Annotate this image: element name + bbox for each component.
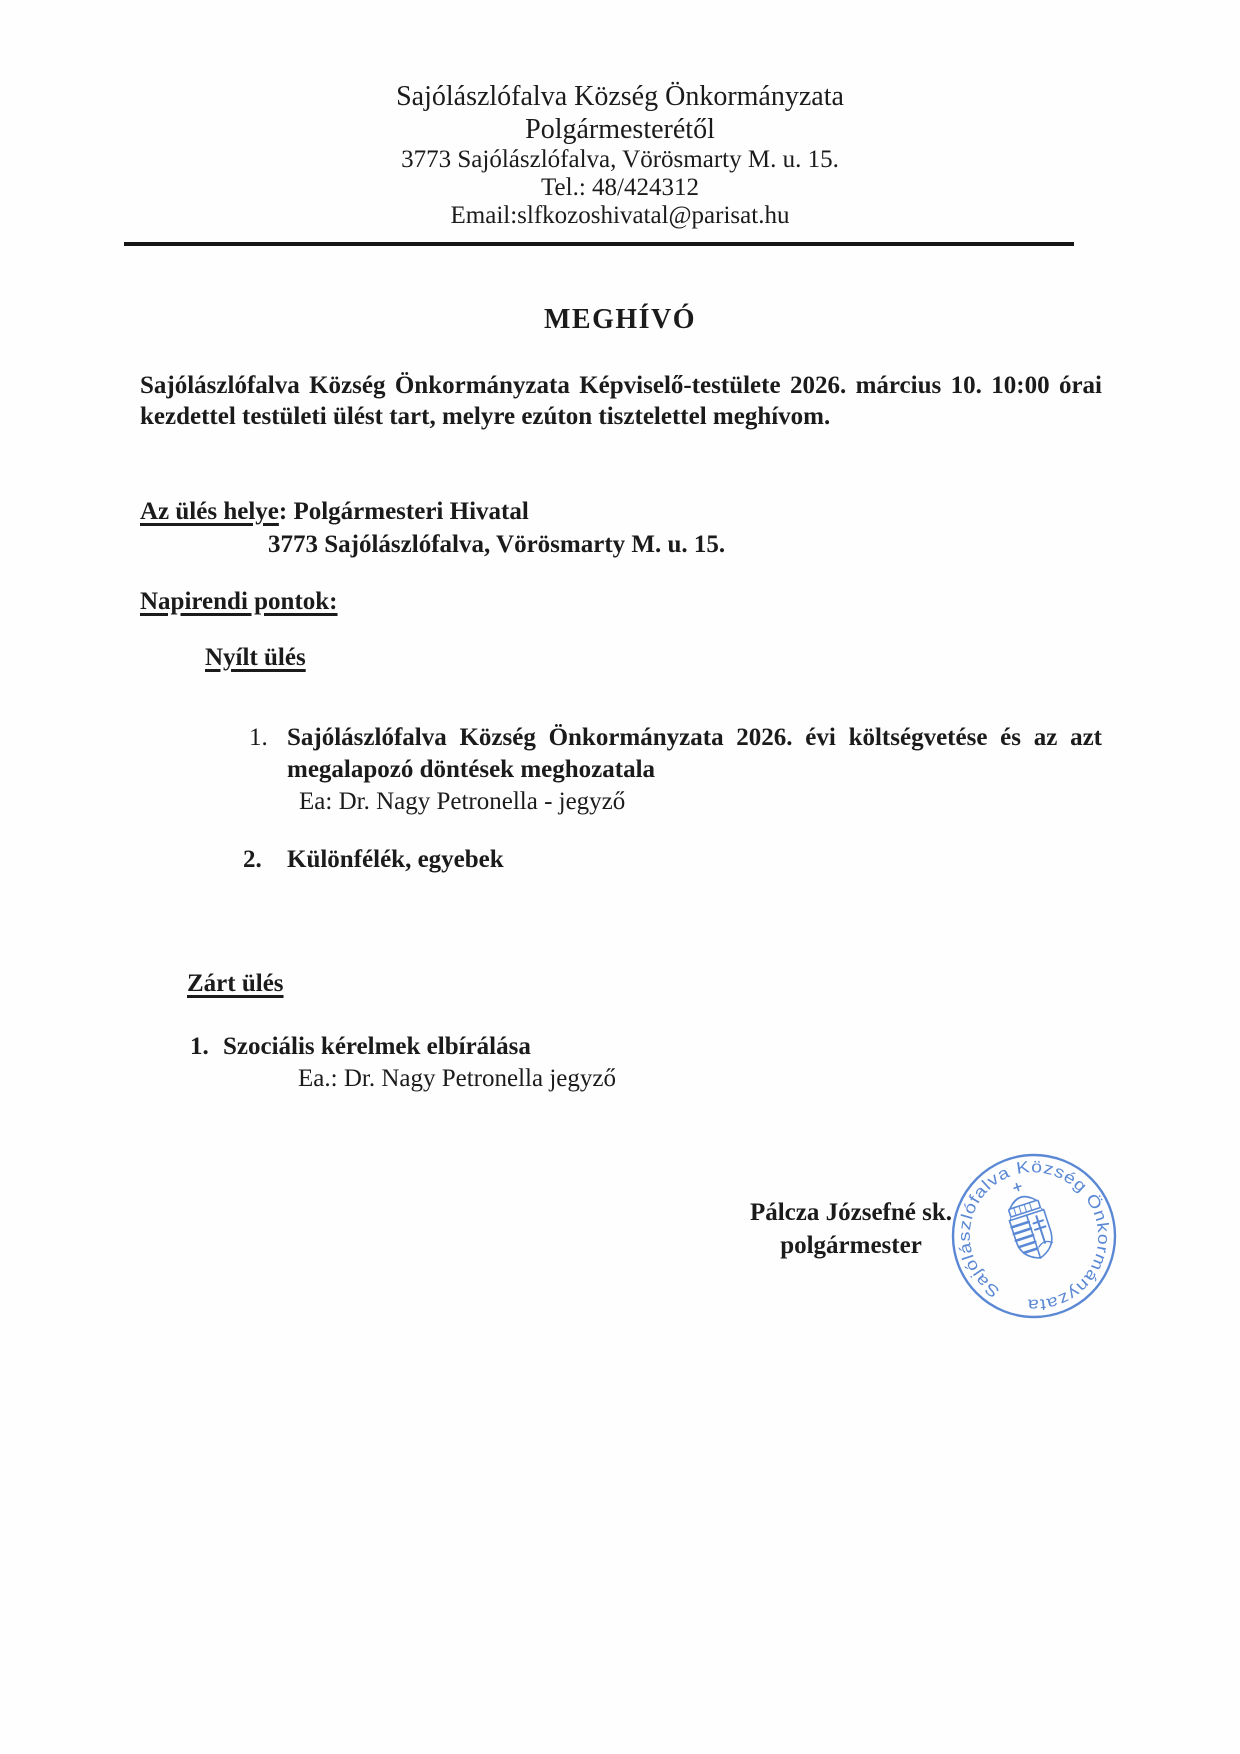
agenda-item-open-1 — [249, 722, 1102, 817]
official-round-stamp — [948, 1150, 1120, 1322]
header-divider-line — [124, 242, 1074, 246]
agenda-heading-text: Napirendi pontok: — [140, 588, 338, 615]
agenda-item-body — [287, 722, 1102, 817]
open-session-heading — [205, 644, 306, 672]
agenda-item-title: Különfélék, egyebek — [287, 846, 504, 873]
closed-session-heading-text: Zárt ülés — [187, 970, 284, 997]
letterhead-address: 3773 Sajólászlófalva, Vörösmarty M. u. 15. — [401, 146, 839, 173]
stamp-text-path: Sajólászlófalva Község Önkormányzata — [955, 1158, 1113, 1314]
venue-value: : Polgármesteri Hivatal — [278, 498, 529, 525]
hungarian-coat-of-arms-icon — [999, 1178, 1058, 1264]
agenda-item-open-2 — [243, 844, 504, 876]
agenda-heading — [140, 588, 338, 616]
signature-name: Pálcza Józsefné sk. — [749, 1199, 953, 1226]
signature-block — [747, 1196, 955, 1262]
agenda-item-body — [223, 1031, 616, 1094]
invitation-paragraph: Sajólászlófalva Község Önkormányzata Képviselő-testülete 2026. március 10. 10:00 órai kezdettel testületi ülést tart, melyre ezúton tisztelettel meghívom. — [140, 372, 1102, 430]
closed-session-heading — [187, 970, 284, 998]
letterhead-email: Email:slfkozoshivatal@parisat.hu — [450, 202, 790, 229]
venue-address: 3773 Sajólászlófalva, Vörösmarty M. u. 15. — [268, 531, 726, 558]
signature-role: polgármester — [780, 1232, 922, 1259]
letterhead-phone: Tel.: 48/424312 — [541, 174, 699, 201]
open-session-heading-text: Nyílt ülés — [205, 644, 306, 671]
agenda-item-title: Szociális kérelmek elbírálása — [223, 1033, 531, 1060]
agenda-item-body — [287, 844, 504, 876]
document-title: MEGHÍVÓ — [543, 304, 697, 335]
venue-label: Az ülés helye — [140, 498, 279, 525]
agenda-item-presenter: Ea: Dr. Nagy Petronella - jegyző — [299, 788, 626, 815]
agenda-item-number: 1. — [190, 1033, 209, 1060]
letterhead — [0, 80, 1240, 230]
agenda-item-title: Sajólászlófalva Község Önkormányzata 2026. évi költségvetése és az azt megalapozó döntések meghozatala — [287, 724, 1102, 783]
venue-line — [140, 498, 529, 526]
letterhead-org-name: Sajólászlófalva Község Önkormányzata — [396, 81, 844, 112]
agenda-item-number: 2. — [243, 846, 262, 873]
agenda-item-closed-1 — [190, 1031, 616, 1094]
agenda-item-number: 1. — [249, 724, 268, 751]
letterhead-office: Polgármesterétől — [525, 114, 715, 145]
agenda-item-presenter: Ea.: Dr. Nagy Petronella jegyző — [298, 1065, 616, 1092]
